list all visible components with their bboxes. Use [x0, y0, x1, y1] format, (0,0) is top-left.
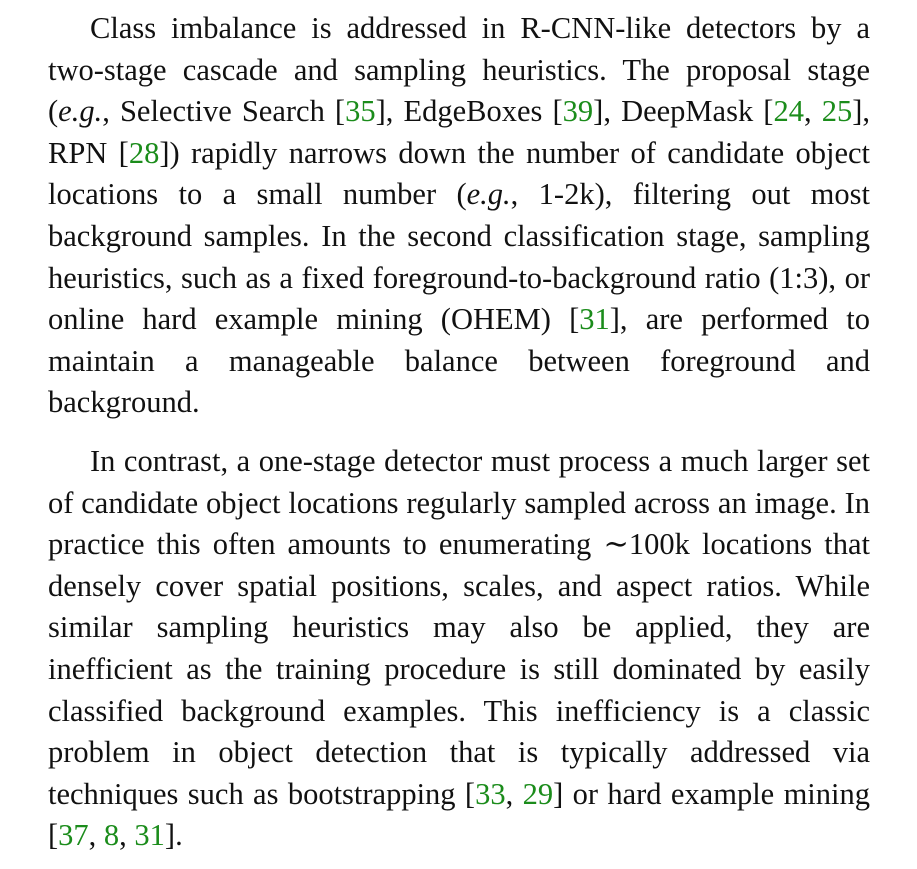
citation-link[interactable]: 25 [821, 94, 853, 129]
citation-link[interactable]: 35 [345, 94, 376, 129]
body-text: ]. [164, 818, 183, 853]
citation-link[interactable]: 29 [522, 776, 554, 811]
body-text: ]) rapidly narrows down the number of candidate object locations to a small number ( [48, 135, 870, 212]
body-text: ], are performed to maintain a manageable balance between foreground and background. [48, 302, 870, 420]
body-text: ], RPN [ [48, 94, 870, 170]
citation-link[interactable]: 31 [579, 302, 610, 337]
body-text: Class imbalance is addressed in R-CNN-like detectors by a two-stage cascade and sampling heuristics. The proposal stage ( [48, 11, 870, 129]
citation-link[interactable]: 28 [128, 135, 160, 170]
body-text: ] or hard example mining [ [48, 776, 870, 853]
body-text: , Selective Search [ [102, 94, 346, 129]
citation-link[interactable]: 31 [134, 818, 165, 853]
citation-link[interactable]: 8 [103, 818, 120, 853]
paper-text-column [48, 8, 870, 857]
paragraph-class-imbalance [48, 8, 870, 424]
citation-link[interactable]: 37 [58, 818, 89, 853]
body-text: ], EdgeBoxes [ [375, 94, 563, 129]
citation-link[interactable]: 33 [475, 776, 506, 811]
body-text: , [505, 776, 523, 811]
body-text: , 1-2k), filtering out most background samples. In the second classification stage, sampling heuristics, such as a fixed foreground-to-background ratio (1:3), or online hard example mining (OHEM) [ [48, 177, 870, 337]
body-text: In contrast, a one-stage detector must process a much larger set of candidate object locations regularly sampled across an image. In practice this often amounts to enumerating ∼100k locations that densely cover spatial positions, scales, and aspect ratios. While similar sampling heuristics may also be applied, they are inefficient as the training procedure is still dominated by easily classified background examples. This inefficiency is a classic problem in object detection that is typically addressed via techniques such as bootstrapping [ [48, 443, 870, 811]
italic-abbreviation: e.g. [466, 177, 511, 212]
body-text: , [119, 818, 135, 853]
body-text: ], DeepMask [ [593, 94, 774, 129]
citation-link[interactable]: 39 [562, 94, 594, 129]
italic-abbreviation: e.g. [58, 94, 103, 129]
body-text: , [803, 94, 822, 129]
citation-link[interactable]: 24 [773, 94, 804, 129]
body-text: , [88, 818, 104, 853]
paragraph-one-stage-detector [48, 441, 870, 857]
